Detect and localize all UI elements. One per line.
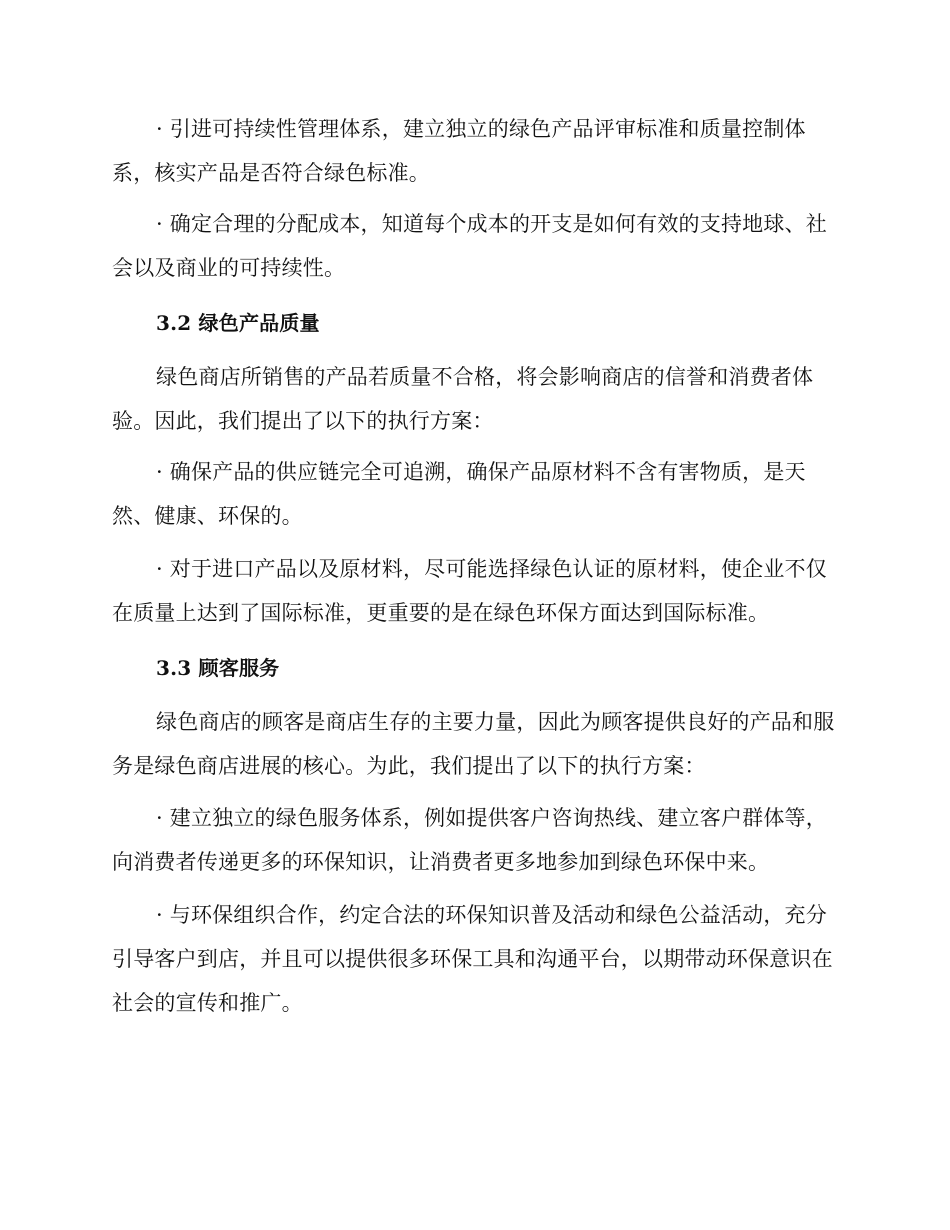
paragraph-bullet-supply-chain: · 确保产品的供应链完全可追溯，确保产品原材料不含有害物质，是天然、健康、环保的。 [112, 460, 806, 528]
paragraph-bullet-service-system: · 建立独立的绿色服务体系，例如提供客户咨询热线、建立客户群体等，向消费者传递更多的环保知识，让消费者更多地参加到绿色环保中来。 [112, 806, 827, 874]
paragraph-bullet-environmental-cooperation: · 与环保组织合作，约定合法的环保知识普及活动和绿色公益活动，充分引导客户到店，并且可以提供很多环保工具和沟通平台，以期带动环保意识在社会的宣传和推广。 [112, 903, 833, 1015]
section-heading-3-3: 3.3 顾客服务 [156, 656, 280, 680]
paragraph-bullet-imported-materials: · 对于进口产品以及原材料，尽可能选择绿色认证的原材料，使企业不仅在质量上达到了国际标准，更重要的是在绿色环保方面达到国际标准。 [112, 557, 827, 625]
section-heading-3-2: 3.2 绿色产品质量 [156, 311, 320, 335]
paragraph-product-quality-intro: 绿色商店所销售的产品若质量不合格，将会影响商店的信誉和消费者体验。因此，我们提出了以下的执行方案： [112, 365, 814, 433]
paragraph-bullet-cost-allocation: · 确定合理的分配成本，知道每个成本的开支是如何有效的支持地球、社会以及商业的可持续性。 [112, 212, 827, 280]
paragraph-bullet-sustainability-system: · 引进可持续性管理体系，建立独立的绿色产品评审标准和质量控制体系，核实产品是否符合绿色标准。 [112, 117, 806, 185]
paragraph-customer-service-intro: 绿色商店的顾客是商店生存的主要力量，因此为顾客提供良好的产品和服务是绿色商店进展的核心。为此，我们提出了以下的执行方案： [112, 710, 835, 778]
